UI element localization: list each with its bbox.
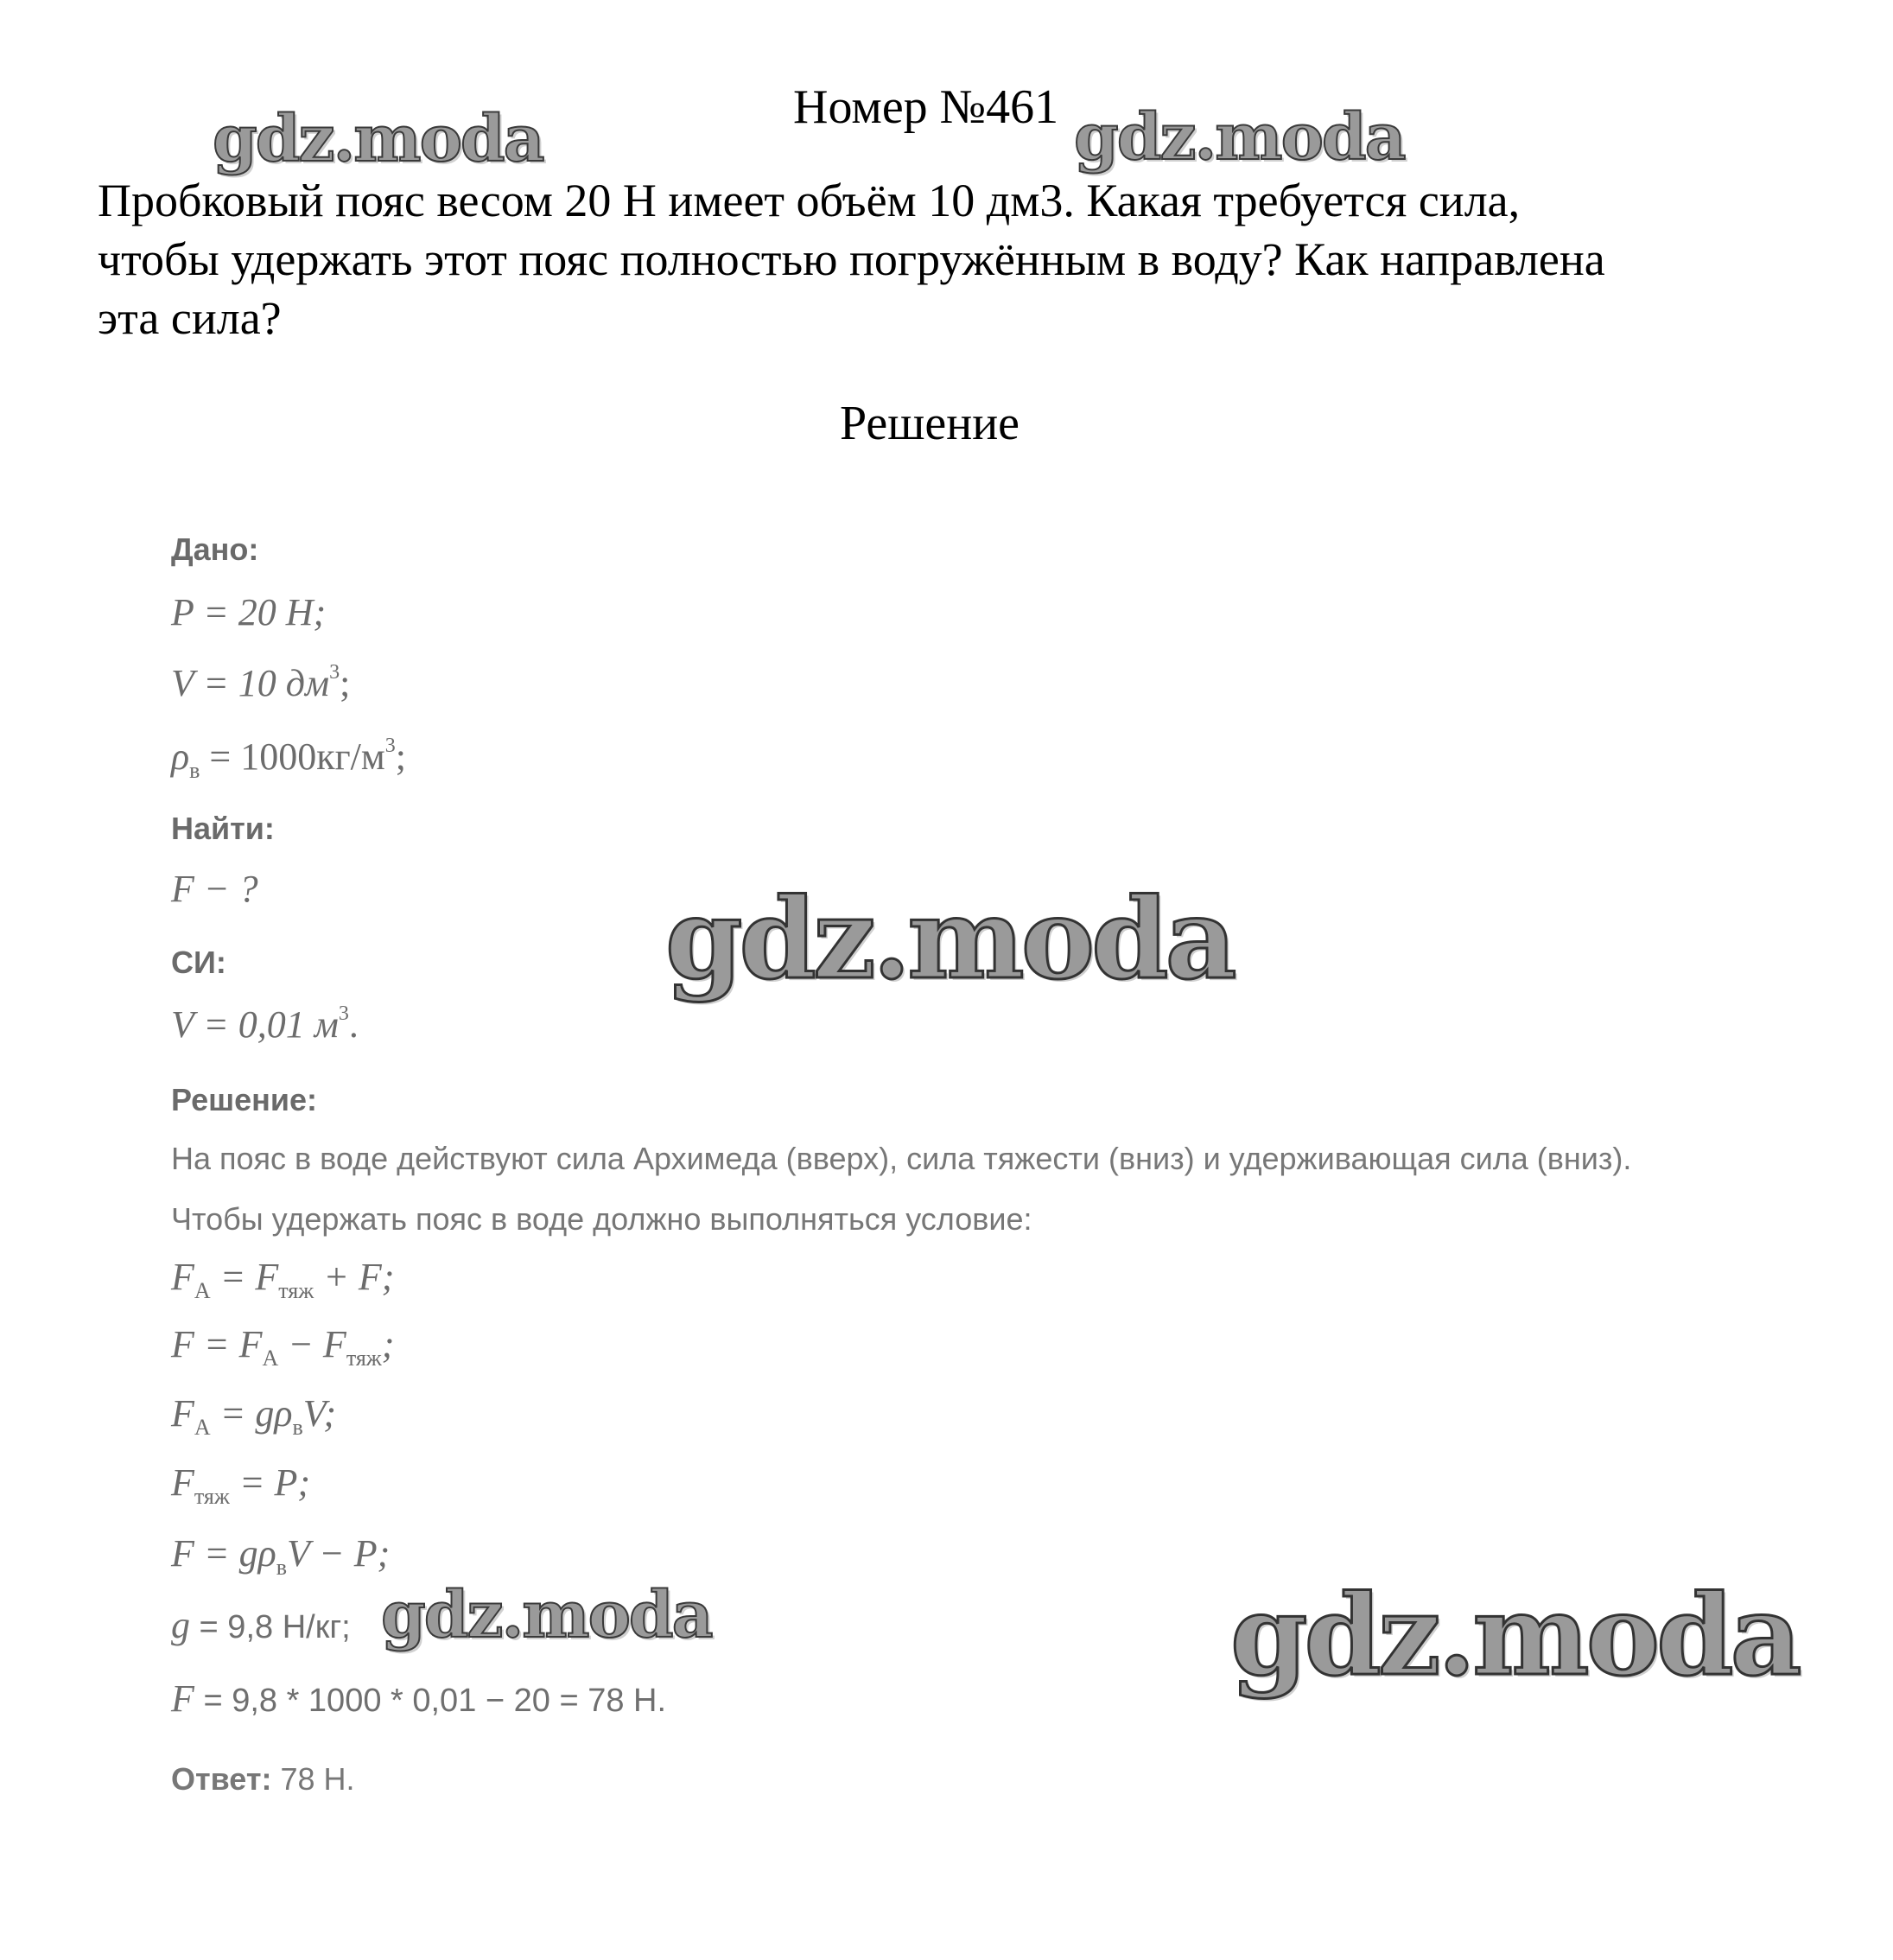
given-label: Дано: [171,531,259,567]
given-density: $\rho_в = 1000кг/м^3$; [171,735,406,783]
gravity-constant: g = 9,8 Н/кг; [171,1604,351,1646]
watermark: gdz.moda [1074,100,1405,175]
given-weight: P = 20 Н; [171,591,327,633]
equation: $F_А = F_{тяж} + F$; [171,1256,395,1303]
equation: $F_{тяж} = P$; [171,1461,311,1509]
answer: Ответ: 78 Н. [171,1761,355,1797]
equation: $F_А = g\rho_вV$; [171,1392,337,1440]
problem-line: Пробковый пояс весом 20 Н имеет объём 10 дм3. Какая требуется сила, [98,175,1521,226]
equation: $F = F_А - F_{тяж}$; [171,1323,395,1371]
solution-text: Чтобы удержать пояс в воде должно выполняться условие: [171,1201,1032,1237]
watermark: gdz.moda [1230,1571,1799,1701]
problem-statement [98,171,1826,347]
given-volume: V = 10 $дм^3$; [171,661,351,704]
solution-text: На пояс в воде действуют сила Архимеда (вверх), сила тяжести (вниз) и удерживающая сила (вниз). [171,1141,1632,1176]
equation: $F = g\rho_вV - P$; [171,1532,391,1580]
watermark: gdz.moda [381,1578,712,1652]
solution-title: Решение [840,397,1020,450]
watermark: gdz.moda [665,875,1234,1004]
watermark: gdz.moda [213,102,543,176]
find-label: Найти: [171,811,275,846]
problem-line: чтобы удержать этот пояс полностью погружённым в воду? Как направлена [98,233,1605,285]
solution-label: Решение: [171,1082,318,1117]
problem-line: эта сила? [98,292,282,344]
si-volume: V = 0,01 $м^3$. [171,1002,359,1046]
find-force: F − ? [171,868,258,910]
page-title: Номер №461 [793,80,1059,134]
calculation: F = 9,8 * 1000 * 0,01 − 20 = 78 Н. [171,1677,667,1720]
si-label: СИ: [171,945,226,980]
